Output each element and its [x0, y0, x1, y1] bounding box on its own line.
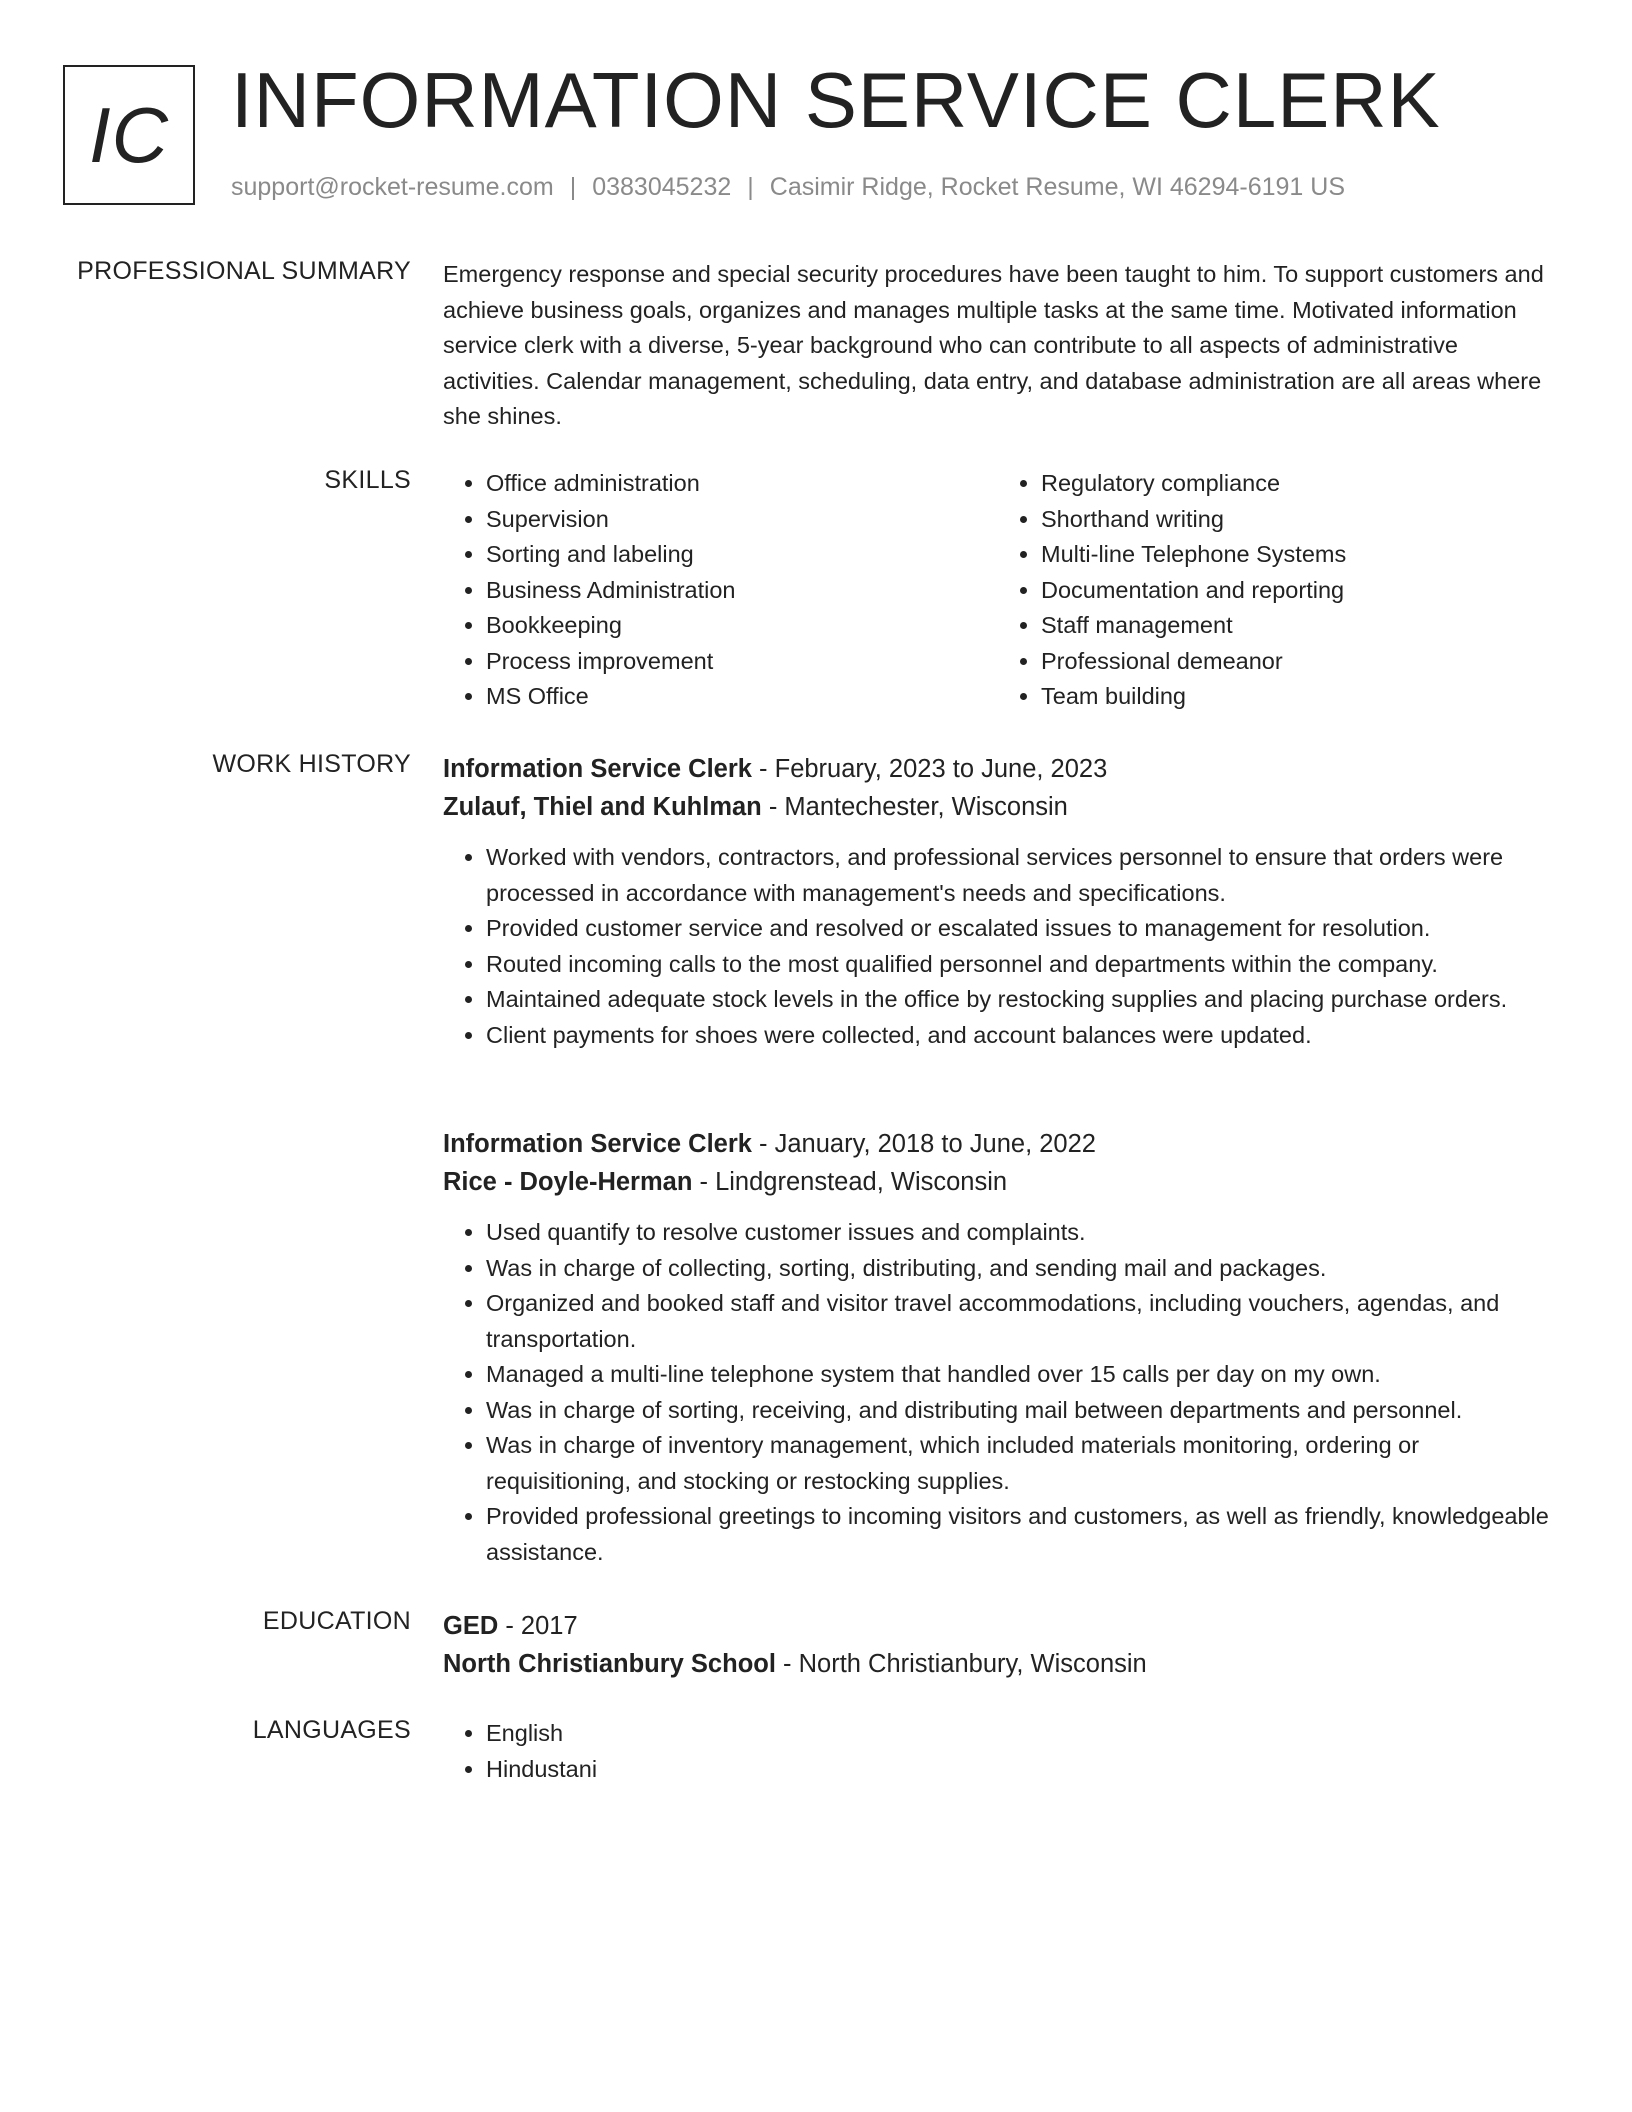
- skills-list: [443, 466, 1553, 715]
- job-title-line: [443, 750, 1553, 788]
- degree-line: [443, 1607, 1553, 1645]
- section-label-skills: SKILLS: [324, 466, 411, 494]
- job-title: Information Service Clerk: [443, 1130, 752, 1158]
- job-dates: - February, 2023 to June, 2023: [751, 755, 1108, 783]
- education-entry: [443, 1607, 1553, 1683]
- list-item: • Documentation and reporting: [1041, 573, 1553, 609]
- company-location: - Mantechester, Wisconsin: [761, 793, 1068, 821]
- monogram-logo: IC: [63, 65, 195, 205]
- languages-bullets: [443, 1716, 1553, 1787]
- list-item: • Routed incoming calls to the most qualified personnel and departments within the company.: [486, 947, 1553, 983]
- list-item: • Regulatory compliance: [1041, 466, 1553, 502]
- list-item: • Organized and booked staff and visitor travel accommodations, including vouchers, agendas, and transportation.: [486, 1286, 1553, 1357]
- list-item: • Maintained adequate stock levels in the office by restocking supplies and placing purchase orders.: [486, 982, 1553, 1018]
- list-item: • Shorthand writing: [1041, 502, 1553, 538]
- separator: |: [747, 173, 754, 201]
- skills-column-left: [443, 466, 998, 715]
- job-entry: [443, 1125, 1553, 1570]
- job-company-line: [443, 788, 1553, 826]
- list-item: • Provided customer service and resolved or escalated issues to management for resolution.: [486, 911, 1553, 947]
- job-entry: [443, 750, 1553, 1053]
- separator: |: [569, 173, 577, 201]
- list-item: • Process improvement: [486, 644, 998, 680]
- job-title-line: [443, 1125, 1553, 1163]
- list-item: • Professional demeanor: [1041, 644, 1553, 680]
- list-item: • Provided professional greetings to incoming visitors and customers, as well as friendly, knowledgeable assistance.: [486, 1499, 1553, 1570]
- phone-number: 0383045232: [592, 173, 732, 201]
- job-bullets: [443, 1215, 1553, 1570]
- section-label-summary: PROFESSIONAL SUMMARY: [77, 257, 411, 285]
- resume-title: INFORMATION SERVICE CLERK: [231, 56, 1441, 144]
- contact-line: [231, 173, 1345, 202]
- list-item: • Was in charge of collecting, sorting, distributing, and sending mail and packages.: [486, 1251, 1553, 1287]
- list-item: • Was in charge of inventory management, which included materials monitoring, ordering or requisitioning, and stocking or restocking supplies.: [486, 1428, 1553, 1499]
- address: Casimir Ridge, Rocket Resume, WI 46294-6191 US: [769, 173, 1345, 201]
- list-item: • Sorting and labeling: [486, 537, 998, 573]
- list-item: • Managed a multi-line telephone system that handled over 15 calls per day on my own.: [486, 1357, 1553, 1393]
- list-item: • Worked with vendors, contractors, and professional services personnel to ensure that orders were processed in accordance with management's needs and specifications.: [486, 840, 1553, 911]
- list-item: • Business Administration: [486, 573, 998, 609]
- job-title: Information Service Clerk: [443, 755, 752, 783]
- list-item: • Hindustani: [486, 1752, 1553, 1788]
- list-item: • Used quantify to resolve customer issues and complaints.: [486, 1215, 1553, 1251]
- list-item: • Supervision: [486, 502, 998, 538]
- list-item: • Was in charge of sorting, receiving, and distributing mail between departments and personnel.: [486, 1393, 1553, 1429]
- section-label-languages: LANGUAGES: [252, 1716, 411, 1744]
- job-company-line: [443, 1163, 1553, 1201]
- list-item: • Staff management: [1041, 608, 1553, 644]
- list-item: • Office administration: [486, 466, 998, 502]
- list-item: • Multi-line Telephone Systems: [1041, 537, 1553, 573]
- company-location: - Lindgrenstead, Wisconsin: [692, 1168, 1008, 1196]
- list-item: • Team building: [1041, 679, 1553, 715]
- list-item: • Bookkeeping: [486, 608, 998, 644]
- section-label-education: EDUCATION: [262, 1607, 411, 1635]
- school-line: [443, 1645, 1553, 1683]
- graduation-year: - 2017: [498, 1612, 578, 1640]
- job-dates: - January, 2018 to June, 2022: [751, 1130, 1096, 1158]
- job-bullets: [443, 840, 1553, 1053]
- list-item: • MS Office: [486, 679, 998, 715]
- languages-list: [443, 1716, 1553, 1787]
- list-item: • Client payments for shoes were collected, and account balances were updated.: [486, 1018, 1553, 1054]
- degree: GED: [443, 1612, 499, 1640]
- email-link[interactable]: support@rocket-resume.com: [231, 173, 554, 201]
- school-location: - North Christianbury, Wisconsin: [775, 1650, 1147, 1678]
- skills-column-right: [998, 466, 1553, 715]
- school-name: North Christianbury School: [443, 1650, 776, 1678]
- section-label-work-history: WORK HISTORY: [212, 750, 411, 778]
- list-item: • English: [486, 1716, 1553, 1752]
- company-name: Rice - Doyle-Herman: [443, 1168, 693, 1196]
- company-name: Zulauf, Thiel and Kuhlman: [443, 793, 762, 821]
- summary-text: Emergency response and special security procedures have been taught to him. To support customers and achieve business goals, organizes and manages multiple tasks at the same time. Motivated information service clerk with a diverse, 5-year background who can contribute to all aspects of administrative activities. Calendar management, scheduling, data entry, and database administration are all areas where she shines.: [443, 261, 1544, 429]
